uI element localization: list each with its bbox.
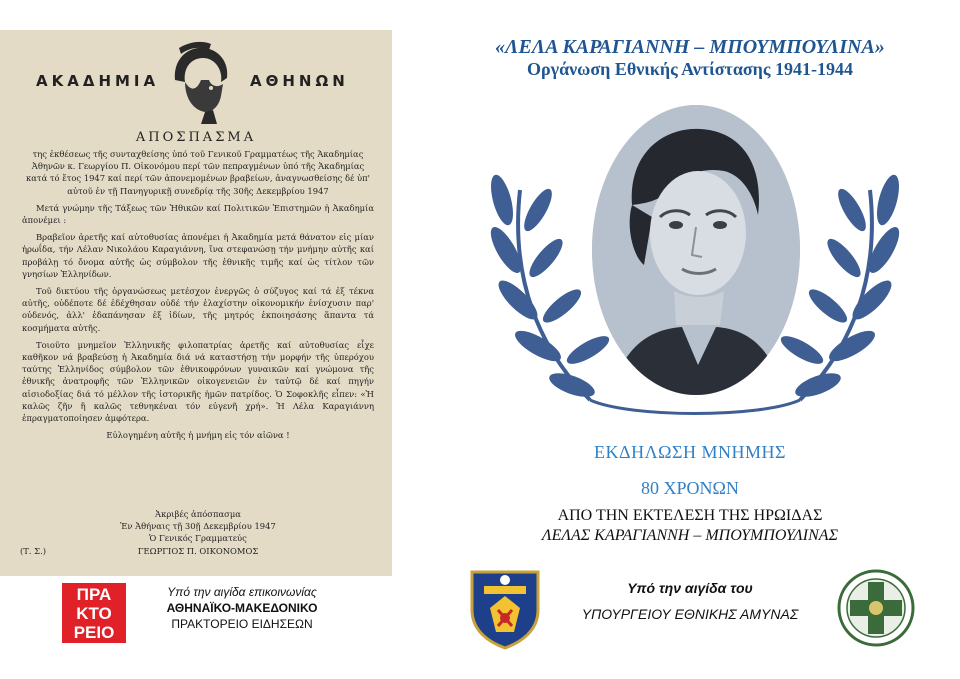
praktoreio-logo [62, 583, 126, 643]
document-paragraph-5: Εὐλογημένη αὐτῆς ἡ μνήμη εἰς τόν αἰῶνα ! [106, 430, 290, 441]
event-title: ΕΚΔΗΛΩΣΗ ΜΝΗΜΗΣ [594, 442, 786, 462]
document-title: ΑΠΟΣΠΑΣΜΑ [135, 130, 257, 145]
resistance-cross-emblem-icon [836, 568, 916, 648]
event-line-3: ΑΠΟ ΤΗΝ ΕΚΤΕΛΕΣΗ ΤΗΣ ΗΡΩΙΔΑΣ [557, 507, 823, 524]
sponsor-right-line-2: ΥΠΟΥΡΓΕΙΟΥ ΕΘΝΙΚΗΣ ΑΜΥΝΑΣ [581, 606, 799, 622]
document-paragraph-4: Τοιοῦτο μνημεῖον Ἑλληνικῆς φιλοπατρίας ἀρετῆς καί αὐτοθυσίας εἶχε καθῆκον νά βραβεύσῃ ἡ Ἀκαδημία διά νά καταστήσῃ τήν μορφήν τῆς ὑπερόχου ταύτης Ἑλληνίδος σύμβολον τῶν ἐθνικοφρόνων γυναικῶν καί γνώμονα τῆς ἐθνικῆς ἀνατροφῆς τῶν Ἑλληνικῶν οἰκογενειῶν ἐν ταὐτῷ δέ καί πηγήν αἰσιοδοξίας διά τό μέλλον τῆς ἱστορικῆς ἡμῶν πατρίδος. Ὁ Σοφοκλῆς εἶπεν: «Ἡ καλῶς ζῆν ἢ καλῶς τεθνηκέναι τόν εὐγενῆ χρή». Ἡ Λέλα Καραγιάννη ἐπραγματοποίησεν ἀμφότερα. [22, 339, 374, 424]
academy-document-scan [0, 30, 392, 576]
athena-head-icon [165, 40, 237, 126]
document-paragraph-3: Τοῦ δικτύου τῆς ὀργανώσεως μετέσχον ἐνεργῶς ὁ σύζυγος καί τά ἐξ τέκνα αὐτῆς, οὐδέποτε δέ ἐδέχθησαν οὐδέ τήν ἐλαχίστην οἰκονομικήν ἐνίσχυσιν παρ' οὐδενός, ἀλλ' ἐδαπάνησαν ἐξ ἰδίων, τῆς μητρός ἐκποιησάσης ἅπαντα τά κοσμήματα αὐτῆς. [22, 286, 374, 333]
sponsor-left-line-3: ΠΡΑΚΤΟΡΕΙΟ ΕΙΔΗΣΕΩΝ [171, 617, 313, 631]
sponsor-left-line-1: Υπό την αιγίδα επικοινωνίας [167, 585, 317, 599]
document-body [22, 148, 374, 446]
academy-word-left: ΑΚΑΔΗΜΙΑ [36, 72, 160, 90]
academy-word-right: ΑΘΗΝΩΝ [250, 72, 349, 90]
document-paragraph-1: Μετά γνώμην τῆς Τάξεως τῶν Ἠθικῶν καί Πολιτικῶν Ἐπιστημῶν ἡ Ἀκαδημία ἀπονέμει : [22, 202, 374, 226]
page-title: «ΛΕΛΑ ΚΑΡΑΓΙΑΝΝΗ – ΜΠΟΥΜΠΟΥΛΙΝΑ» [495, 36, 885, 58]
portrait-with-laurels [490, 100, 900, 430]
document-intro: της ἐκθέσεως τῆς συνταχθείσης ὑπό τοῦ Γενικοῦ Γραμματέως τῆς Ἀκαδημίας Ἀθηνῶν κ. Γεωργίου Π. Οἰκονόμου περί τῶν πεπραγμένων ὑπό τῆς Ἀκαδημίας κατά τό ἔτος 1947 καί περί τῶν ἀπονεμομένων βραβείων, ἀναγνωσθείσης δέ ὑπ' αὐτοῦ ἐν τῇ Πανηγυρικῇ συνεδρίᾳ τῆς 30ῆς Δεκεμβρίου 1947 [26, 149, 370, 196]
document-paragraph-2: Βραβεῖον ἀρετῆς καί αὐτοθυσίας ἀπονέμει ἡ Ἀκαδημία μετά θάνατον εἰς μίαν ἡρωΐδα, τήν Λέλαν Νικολάου Καραγιάννη, ἵνα στεφανώσῃ τήν μνήμην αὐτῆς καί προβάλῃ τό ὄνομα αὐτῆς ὡς σύμβολον τῆς ἐθνικῆς τιμῆς καί ὡς τίτλον τῶν γνησίων Ἑλληνίδων. [22, 232, 374, 279]
sponsor-left-line-2: ΑΘΗΝΑΪΚΟ-ΜΑΚΕΔΟΝΙΚΟ [166, 601, 318, 615]
signature-line-4: ΓΕΩΡΓΙΟΣ Π. ΟΙΚΟΝΟΜΟΣ [137, 545, 259, 556]
document-signature [22, 508, 374, 557]
signature-line-1: Ἀκριβές ἀπόσπασμα [155, 509, 241, 519]
logo-line-3: ΡΕΙΟ [73, 623, 115, 642]
page-subtitle: Οργάνωση Εθνικής Αντίστασης 1941-1944 [527, 59, 853, 79]
ministry-shield-emblem-icon [466, 566, 544, 650]
logo-line-2: ΚΤΟ [76, 604, 112, 623]
event-line-4: ΛΕΛΑΣ ΚΑΡΑΓΙΑΝΝΗ – ΜΠΟΥΜΠΟΥΛΙΝΑΣ [541, 527, 839, 544]
signature-line-2: Ἐν Ἀθήναις τῇ 30ῇ Δεκεμβρίου 1947 [120, 521, 276, 532]
document-seal-mark: (Τ. Σ.) [20, 546, 47, 556]
document-header [0, 30, 392, 160]
laurel-wreath-icon [490, 100, 900, 430]
logo-line-1: ΠΡΑ [76, 585, 112, 604]
event-years: 80 ΧΡΟΝΩΝ [641, 478, 739, 498]
signature-line-3: Ὁ Γενικός Γραμματεύς [149, 533, 247, 544]
sponsor-right-line-1: Υπό την αιγίδα του [627, 580, 753, 596]
